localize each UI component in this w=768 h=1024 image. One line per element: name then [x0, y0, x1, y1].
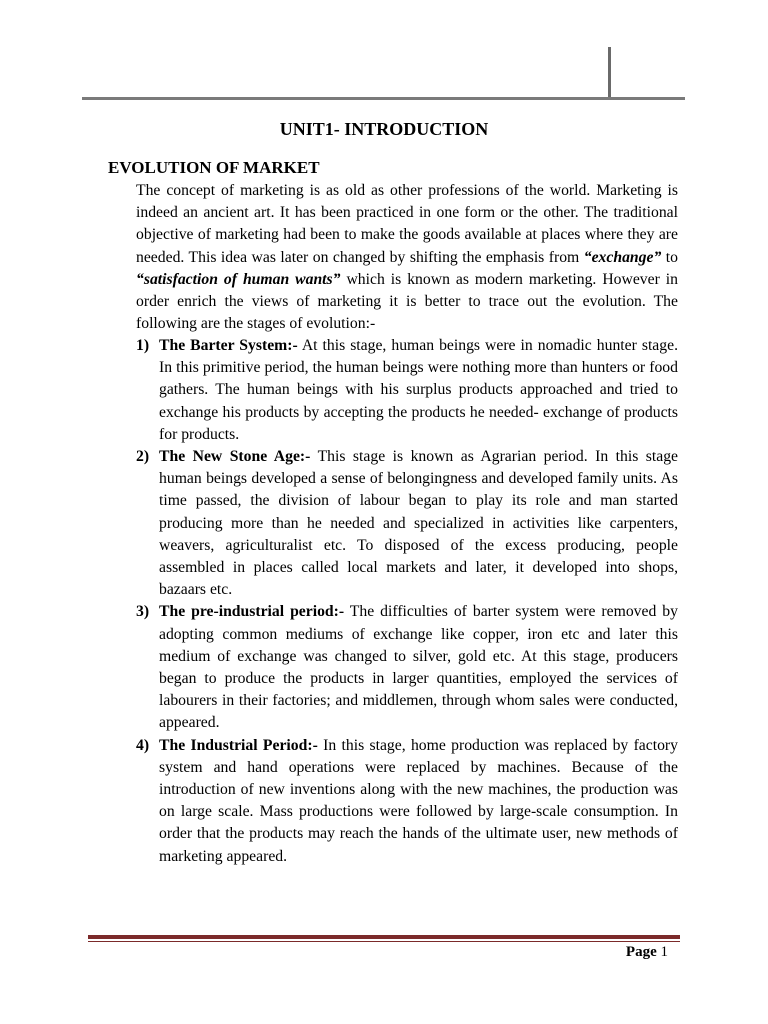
intro-emphasis-satisfaction: “satisfaction of human wants”	[136, 270, 341, 288]
stage-number: 1)	[136, 337, 150, 354]
stage-text: At this stage, human beings were in nomadic hunter stage. In this primitive period, the human beings were nothing more than hunters or food gathers. The human beings with his surplus products approached and tried to exchange his products by accepting the products he needed- exchange of products for products.	[159, 337, 678, 443]
stage-item-new-stone-age	[136, 446, 678, 601]
stage-title: The Barter System:-	[159, 337, 298, 354]
intro-text: to	[661, 248, 678, 266]
intro-emphasis-exchange: “exchange”	[583, 248, 662, 266]
intro-paragraph	[136, 180, 678, 335]
stage-title: The Industrial Period:-	[159, 736, 318, 754]
stage-item-barter	[136, 335, 678, 446]
footer-rule	[88, 935, 680, 939]
stage-title: The pre-industrial period:-	[159, 603, 345, 621]
stage-text: The difficulties of barter system were removed by adopting common mediums of exchange like copper, iron etc and later this medium of exchange was changed to silver, gold etc. At this stage, producers began to produce the products in larger quantities, employed the services of labourers in their factories; and middlemen, through whom sales were conducted, appeared.	[159, 603, 678, 732]
page-label: Page	[625, 944, 657, 960]
intro-text: The concept of marketing is as old as other professions of the world. Marketing is indeed an ancient art. It has been practiced in one form or the other. The traditional objective of marketing had been to make the goods available at places where they are needed. This idea was later on changed by shifting the emphasis from	[136, 182, 678, 266]
stage-text: In this stage, home production was replaced by factory system and hand operations were replaced by machines. Because of the introduction of new inventions along with the new machines, the production was on large scale. Mass productions were followed by large-scale consumption. In order that the products may reach the hands of the ultimate user, new methods of marketing appeared.	[159, 736, 678, 865]
stages-list	[136, 335, 678, 868]
section-bullet-icon	[90, 157, 108, 179]
section-heading	[90, 157, 320, 179]
stage-item-pre-industrial	[136, 601, 678, 734]
intro-text: which is known as modern marketing. However in order enrich the views of marketing it is better to trace out the evolution. The following are the stages of evolution:-	[136, 270, 678, 333]
footer-rule-thin	[88, 941, 680, 942]
stage-text: This stage is known as Agrarian period. In this stage human beings developed a sense of belongingness and developed family units. As time passed, the division of labour began to play its role and man started producing more than he needed and specialized in activities like carpenters, weavers, agriculturalist etc. To disposed of the excess producing, people assembled in places called local markets and later, it developed into shops, bazaars etc.	[159, 448, 678, 599]
stage-item-industrial	[136, 735, 678, 868]
stage-number: 2)	[136, 448, 150, 466]
page-number	[626, 943, 668, 961]
header-rule	[82, 97, 685, 100]
page-number-value: 1	[660, 944, 668, 960]
unit-title: UNIT1- INTRODUCTION	[279, 119, 489, 139]
stage-title: The New Stone Age:-	[159, 448, 311, 466]
stage-number: 4)	[136, 736, 150, 754]
stage-number: 3)	[136, 603, 150, 621]
section-heading-text: EVOLUTION OF MARKET	[108, 158, 320, 177]
header-corner-mark	[608, 47, 611, 98]
